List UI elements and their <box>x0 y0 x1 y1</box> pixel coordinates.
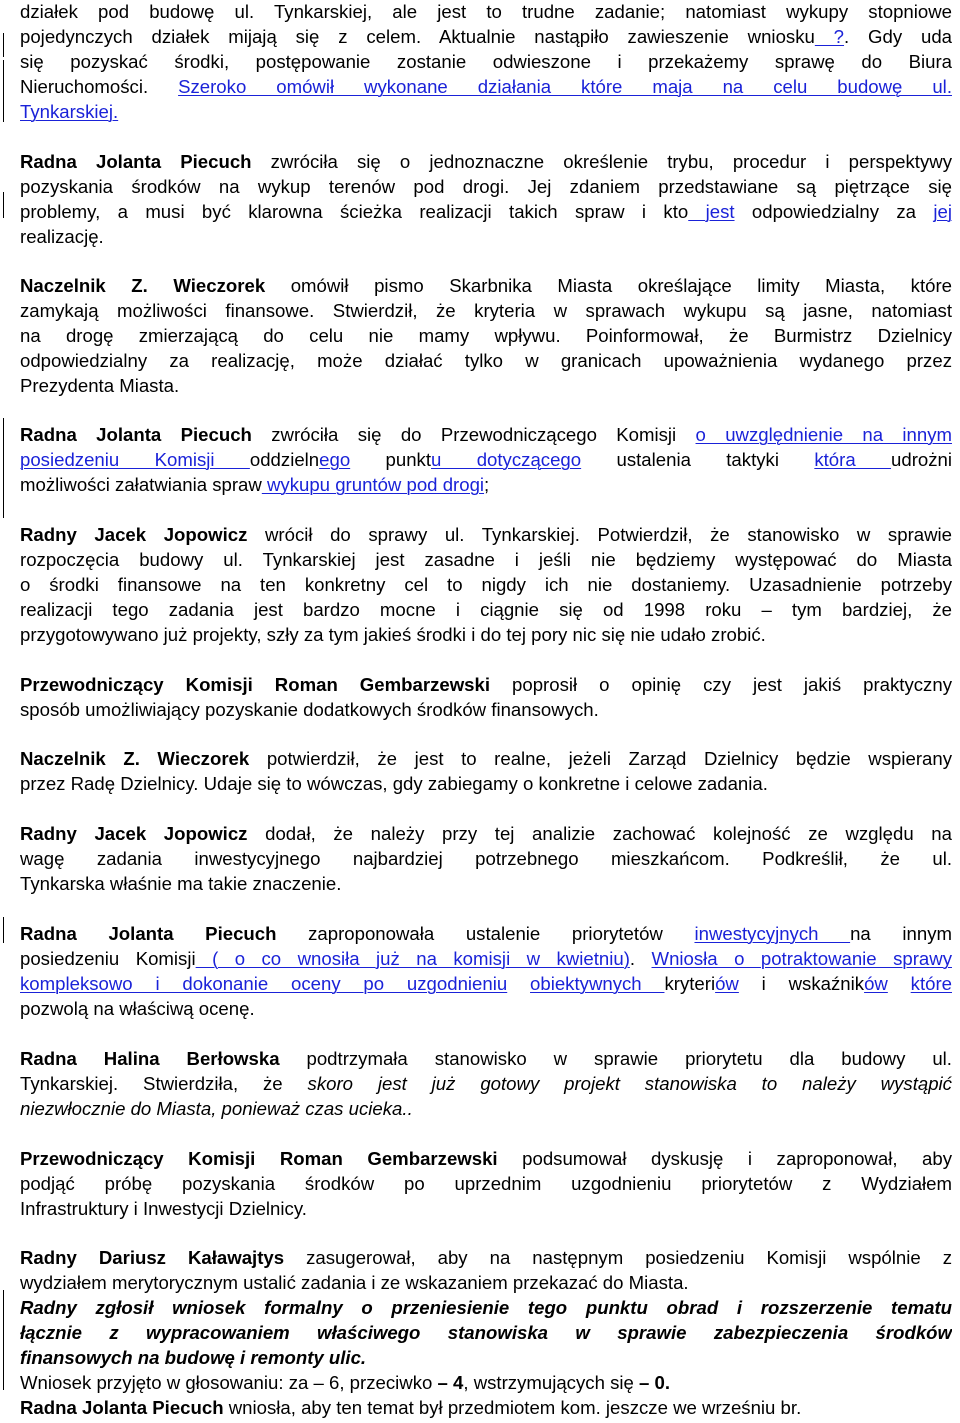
paragraph-2-line-1: Radna Jolanta Piecuch zwróciła się o jednoznaczne określenie trybu, procedur i perspektywy <box>20 151 952 172</box>
inline-link[interactable]: u dotyczącego <box>431 449 582 470</box>
paragraph-1-line-5 <box>20 99 952 124</box>
revision-bar-5 <box>3 917 4 943</box>
speaker-name: Radna Jolanta Piecuch <box>20 923 277 944</box>
inline-link[interactable]: jest <box>688 201 735 222</box>
paragraph-7-line-2: przez Radę Dzielnicy. Udaje się to wówczas, gdy zabiegamy o konkretne i celowe zadania. <box>20 773 768 794</box>
inline-link[interactable]: ego <box>319 449 351 470</box>
paragraph-8-line-1: Radny Jacek Jopowicz dodał, że należy przy tej analizie zachować kolejność ze względu na <box>20 823 952 844</box>
paragraph-5-line-2: rozpoczęcia budowy ul. Tynkarskiej jest zasadne i jeśli nie będziemy występować do Miasta <box>20 549 952 570</box>
paragraph-6-line-2: sposób umożliwiający pozyskanie dodatkowych środków finansowych. <box>20 699 599 720</box>
inline-link[interactable]: która <box>814 449 892 470</box>
paragraph-5-line-3: o środki finansowe na ten konkretny cel to nigdy ich nie dostaniemy. Uzasadnienie potrzeby <box>20 574 952 595</box>
paragraph-8-line-2: wagę zadania inwestycyjnego najbardziej potrzebnego mieszkańcom. Podkreślił, że ul. <box>20 848 952 869</box>
formal-motion-line-2: łącznie z wypracowaniem właściwego stanowiska w sprawie zabezpieczenia środków <box>20 1322 952 1343</box>
paragraph-4-line-1: Radna Jolanta Piecuch zwróciła się do Przewodniczącego Komisji o uwzględnienie na innym <box>20 424 952 445</box>
paragraph-3-line-2: zamykają możliwości finansowe. Stwierdził, że kryteria w sprawach wykupu są jasne, natomiast <box>20 300 952 321</box>
paragraph-11-line-3: Infrastruktury i Inwestycji Dzielnicy. <box>20 1198 307 1219</box>
closing-line: Radna Jolanta Piecuch wniosła, aby ten temat był przedmiotem kom. jeszcze we wrześniu br. <box>20 1397 802 1418</box>
formal-motion-line-3: finansowych na budowę i remonty ulic. <box>20 1347 367 1368</box>
formal-motion-line-1: Radny zgłosił wniosek formalny o przeniesienie tego punktu obrad i rozszerzenie tematu <box>20 1297 952 1318</box>
paragraph-7-line-1: Naczelnik Z. Wieczorek potwierdził, że jest to realne, jeżeli Zarząd Dzielnicy będzie wspierany <box>20 748 952 769</box>
paragraph-1-line-1: działek pod budowę ul. Tynkarskiej, ale jest to trudne zadanie; natomiast wykupy stopniowe <box>20 1 952 22</box>
paragraph-9-line-4: pozwolą na właściwą ocenę. <box>20 998 255 1019</box>
paragraph-5-line-4: realizacji tego zadania jest bardzo mocne i ciągnie się od 1998 roku – tym bardziej, że <box>20 599 952 620</box>
paragraph-3-line-3: na drogę zmierzającą do celu nie mamy wpływu. Poinformował, że Burmistrz Dzielnicy <box>20 325 952 346</box>
speaker-name: Naczelnik Z. Wieczorek <box>20 748 250 769</box>
speaker-name: Radny Jacek Jopowicz <box>20 524 248 545</box>
speaker-name: Naczelnik Z. Wieczorek <box>20 275 266 296</box>
inline-link[interactable]: ( o co wnosiła już na komisji w kwietniu) <box>195 948 630 969</box>
inline-link[interactable]: ? <box>814 26 845 47</box>
paragraph-10-line-2: Tynkarskiej. Stwierdziła, że skoro jest już gotowy projekt stanowiska to należy wystąpić <box>20 1073 952 1094</box>
paragraph-1-line-2: pojedynczych działek mijają się z celem. Aktualnie nastąpiło zawieszenie wniosku ?. Gdy uda <box>20 26 952 47</box>
paragraph-9-line-2: posiedzeniu Komisji ( o co wnosiła już na komisji w kwietniu). Wniosła o potraktowanie sprawy <box>20 948 952 969</box>
paragraph-12-line-1: Radny Dariusz Kaławajtys zasugerował, aby na następnym posiedzeniu Komisji wspólnie z <box>20 1247 952 1268</box>
inline-link[interactable]: jej <box>933 201 952 222</box>
speaker-name: Przewodniczący Komisji Roman Gembarzewski <box>20 1148 498 1169</box>
inline-link[interactable]: kompleksowo i dokonanie oceny po uzgodnieniu <box>20 973 508 994</box>
inline-link[interactable]: ów <box>715 973 739 994</box>
inline-link[interactable]: Wniosła o potraktowanie sprawy <box>651 948 952 969</box>
speaker-name: Radna Jolanta Piecuch <box>20 1397 224 1418</box>
inline-link[interactable]: wykupu gruntów pod drogi <box>261 474 485 495</box>
inline-link[interactable]: obiektywnych <box>530 973 665 994</box>
paragraph-2-line-4: realizację. <box>20 226 104 247</box>
inline-link[interactable]: Tynkarskiej. <box>20 101 119 122</box>
paragraph-1-line-3: się pozyskać środki, postępowanie zostanie odwieszone i przekażemy sprawę do Biura <box>20 51 952 72</box>
inline-link[interactable]: które <box>910 973 952 994</box>
inline-link[interactable]: ów <box>864 973 888 994</box>
paragraph-2-line-2: pozyskania środków na wykup terenów pod drogi. Jej zdaniem przedstawiane są piętrzące się <box>20 176 952 197</box>
paragraph-11-line-1: Przewodniczący Komisji Roman Gembarzewski podsumował dyskusję i zaproponował, aby <box>20 1148 952 1169</box>
paragraph-10-line-3: niezwłocznie do Miasta, ponieważ czas ucieka.. <box>20 1098 413 1119</box>
paragraph-4-line-2: posiedzeniu Komisji oddzielnego punktu dotyczącego ustalenia taktyki która udrożni <box>20 449 952 470</box>
speaker-name: Radna Jolanta Piecuch <box>20 151 252 172</box>
paragraph-3-line-4: odpowiedzialny za realizację, może działać tylko w granicach upoważnienia wydanego przez <box>20 350 952 371</box>
paragraph-10-line-1: Radna Halina Berłowska podtrzymała stanowisko w sprawie priorytetu dla budowy ul. <box>20 1048 952 1069</box>
paragraph-8-line-3: Tynkarska właśnie ma takie znaczenie. <box>20 873 342 894</box>
inline-link[interactable]: Szeroko omówił wykonane działania które maja na celu budowę ul. <box>178 76 952 97</box>
speaker-name: Przewodniczący Komisji Roman Gembarzewski <box>20 674 491 695</box>
speaker-name: Radna Halina Berłowska <box>20 1048 280 1069</box>
paragraph-1-line-4: Nieruchomości. Szeroko omówił wykonane działania które maja na celu budowę ul. <box>20 76 952 97</box>
revision-bar-3 <box>3 192 4 218</box>
inline-link[interactable]: posiedzeniu Komisji <box>20 449 250 470</box>
revision-bar-6 <box>3 1290 4 1390</box>
inline-link[interactable]: o uwzględnienie na innym <box>695 424 952 445</box>
paragraph-11-line-2: podjąć próbę pozyskania środków po uprzednim uzgodnieniu priorytetów z Wydziałem <box>20 1173 952 1194</box>
paragraph-4-line-3: możliwości załatwiania spraw wykupu gruntów pod drogi; <box>20 474 490 495</box>
paragraph-12-line-2: wydziałem merytorycznym ustalić zadania i ze wskazaniem przekazać do Miasta. <box>20 1272 689 1293</box>
speaker-name: Radna Jolanta Piecuch <box>20 424 252 445</box>
paragraph-9-line-1: Radna Jolanta Piecuch zaproponowała ustalenie priorytetów inwestycyjnych na innym <box>20 923 952 944</box>
paragraph-9-line-3: kompleksowo i dokonanie oceny po uzgodnieniu obiektywnych kryteriów i wskaźników które <box>20 973 952 994</box>
paragraph-5-line-1: Radny Jacek Jopowicz wrócił do sprawy ul. Tynkarskiej. Potwierdził, że stanowisko w sprawie <box>20 524 952 545</box>
vote-result: Wniosek przyjęto w głosowaniu: za – 6, przeciwko – 4, wstrzymujących się – 0. <box>20 1372 671 1393</box>
speaker-name: Radny Jacek Jopowicz <box>20 823 248 844</box>
paragraph-3-line-1: Naczelnik Z. Wieczorek omówił pismo Skarbnika Miasta określające limity Miasta, które <box>20 275 952 296</box>
paragraph-5-line-5: przygotowywano już projekty, szły za tym jakieś środki i do tej pory nic się nie udało zrobić. <box>20 624 766 645</box>
paragraph-2-line-3: problemy, a musi być klarowna ścieżka realizacji takich spraw i kto jest odpowiedzialny za jej <box>20 201 952 222</box>
paragraph-3-line-5: Prezydenta Miasta. <box>20 375 180 396</box>
revision-bar-2 <box>3 60 4 122</box>
inline-link[interactable]: inwestycyjnych <box>694 923 851 944</box>
revision-bar-1 <box>3 33 4 57</box>
revision-bar-4 <box>3 418 4 518</box>
paragraph-6-line-1: Przewodniczący Komisji Roman Gembarzewski poprosił o opinię czy jest jakiś praktyczny <box>20 674 952 695</box>
speaker-name: Radny Dariusz Kaławajtys <box>20 1247 285 1268</box>
